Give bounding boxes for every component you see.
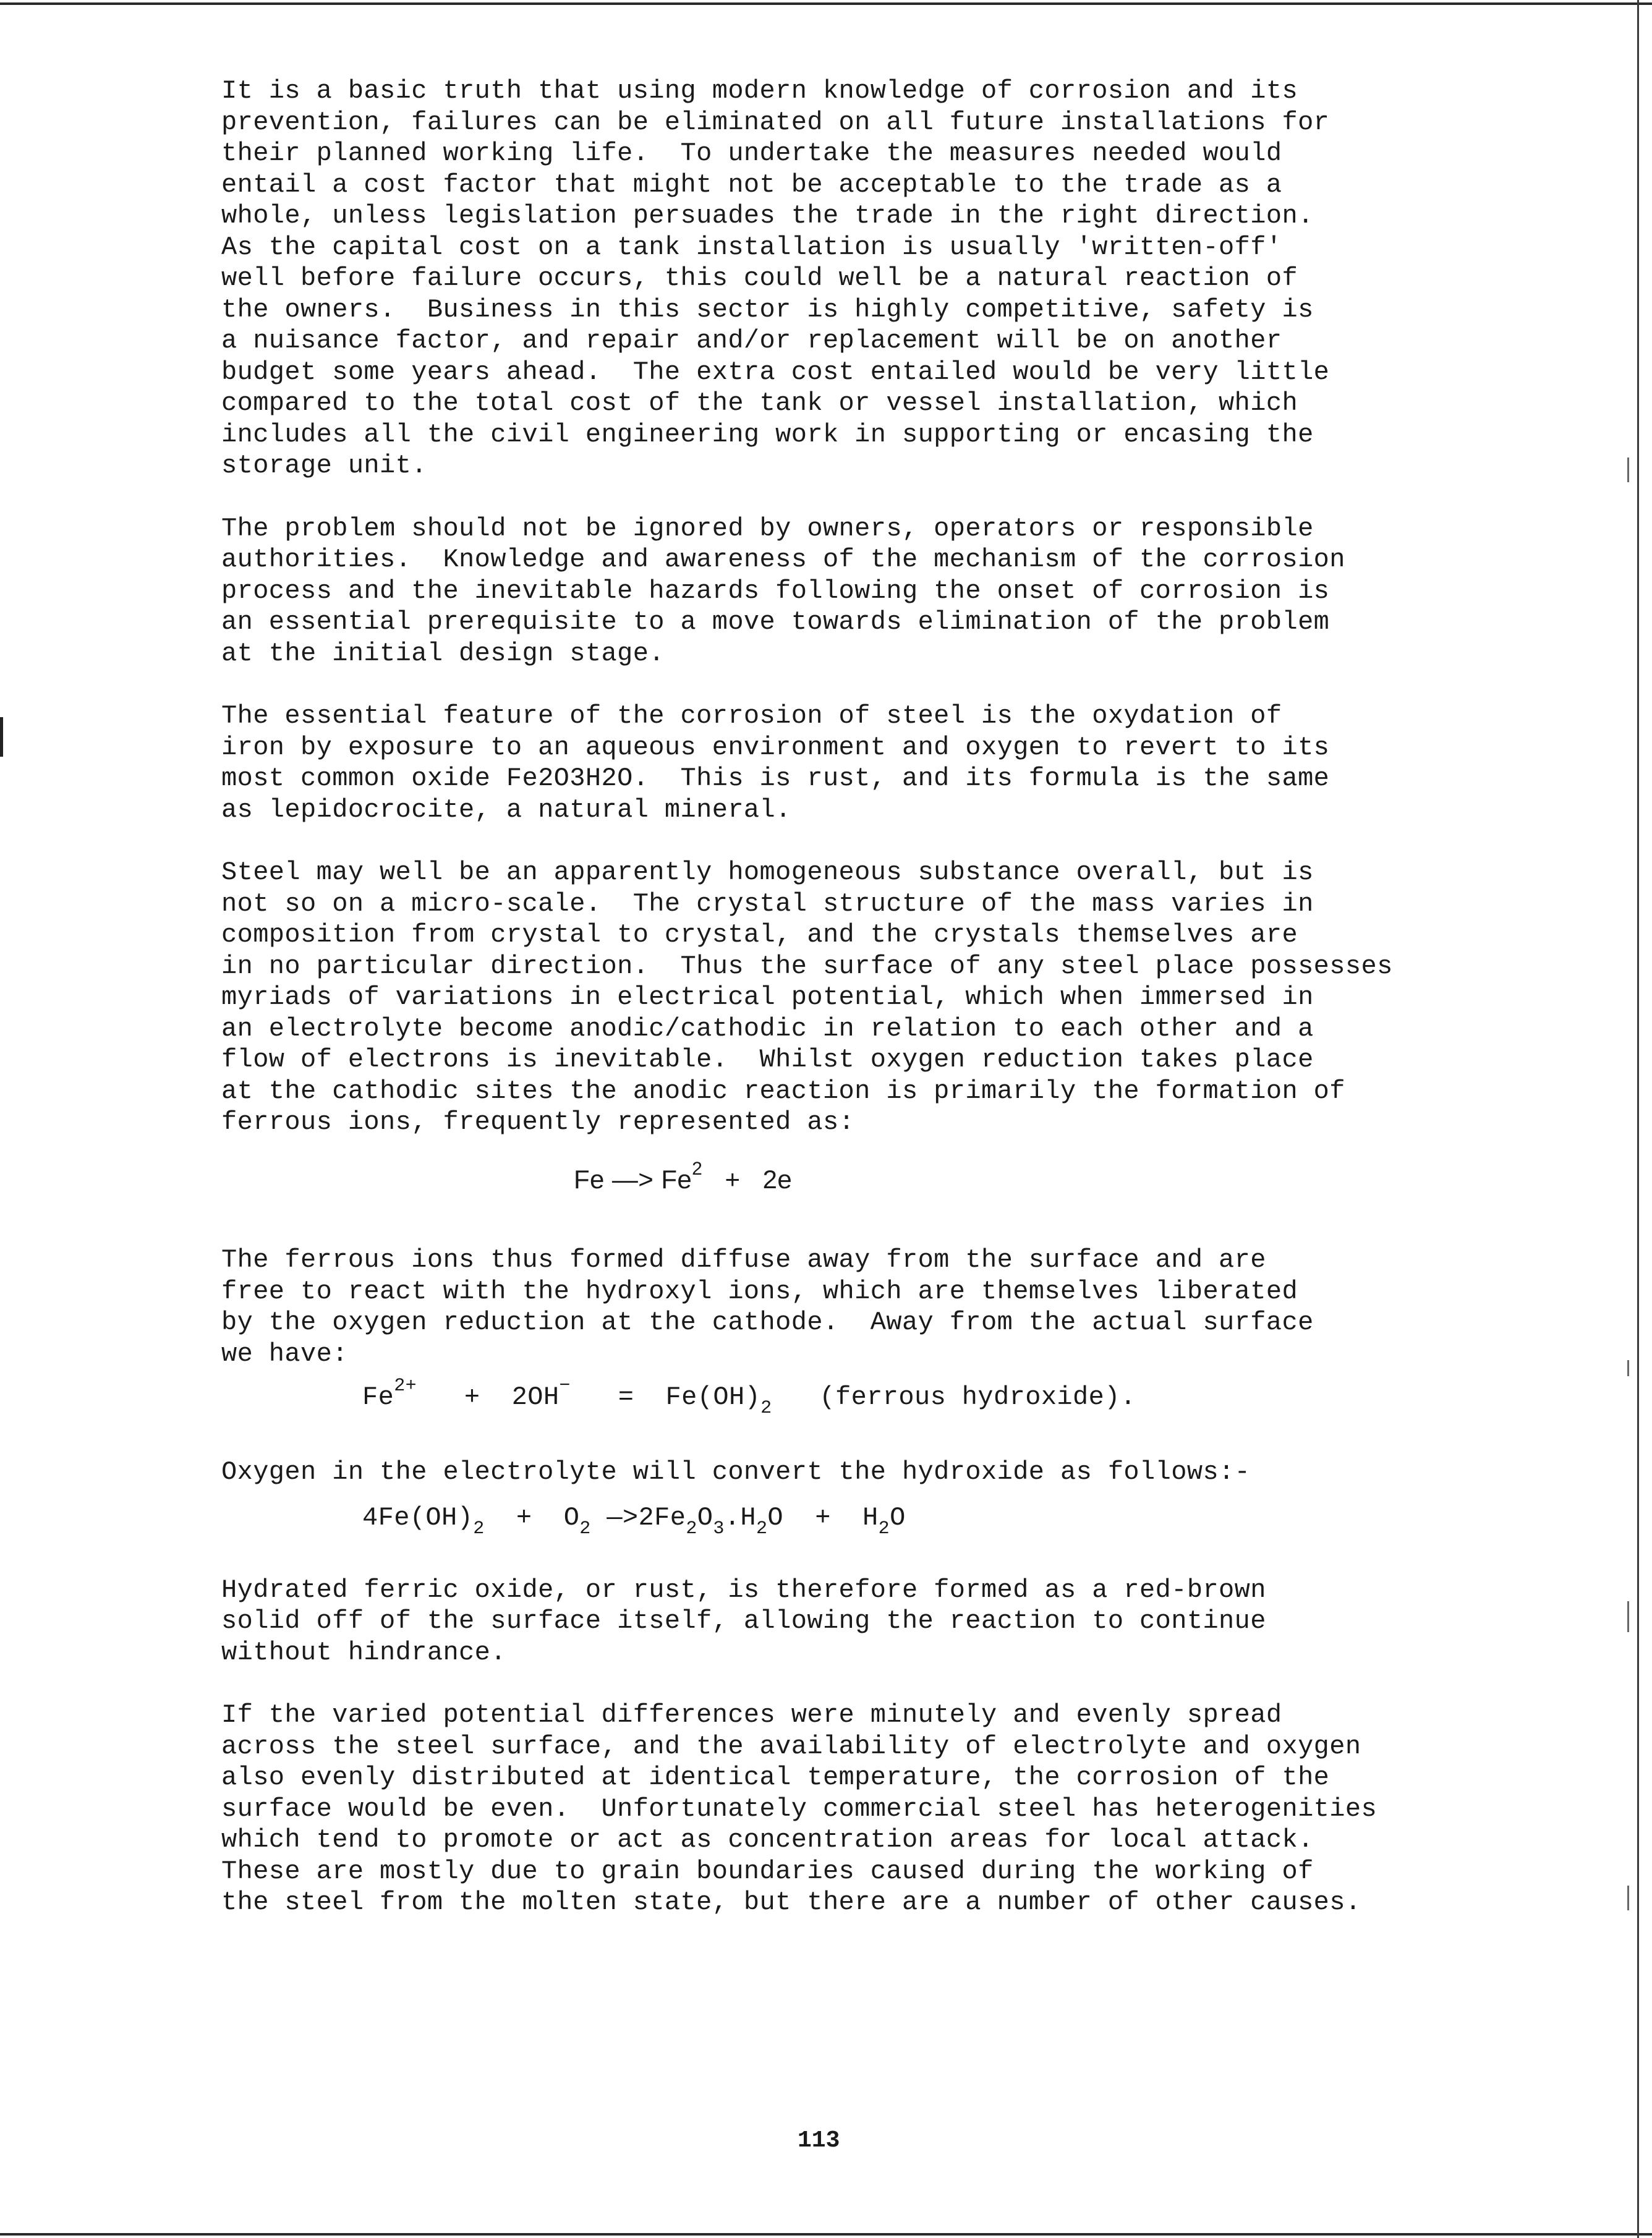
eq1-plus: + — [725, 1164, 741, 1194]
eq3-oxygen: O — [563, 1503, 580, 1533]
eq2-product: Fe(OH) — [665, 1382, 761, 1412]
eq3-plus-second: + — [815, 1503, 831, 1533]
eq2-ion-charge: 2+ — [394, 1376, 417, 1397]
equation-iron-oxidation — [574, 1158, 1396, 1196]
scan-artifact — [1627, 1886, 1629, 1910]
eq3-water-subscript: 2 — [878, 1518, 890, 1539]
paragraph-problem-awareness: The problem should not be ignored by owners, operators or responsible authorities. Knowledge and awareness of the mechanism of the corrosion process and the inevitable hazards following the onset of corrosion is an essential prerequisite to a move towards elimination of the problem at the initial design stage. — [221, 513, 1345, 668]
scan-edge-right — [1637, 0, 1639, 2238]
eq1-ion-charge: 2 — [692, 1158, 703, 1179]
eq2-ion: Fe — [362, 1382, 394, 1412]
eq2-product-subscript: 2 — [760, 1398, 772, 1419]
eq3-product-iron: 2Fe — [638, 1503, 686, 1533]
scan-artifact — [1627, 1360, 1629, 1376]
eq3-product-hydrogen: .H — [724, 1503, 756, 1533]
body-text — [221, 75, 1396, 1950]
eq3-product-oxygen: O — [697, 1503, 713, 1533]
eq1-iron: Fe — [574, 1164, 605, 1194]
page-number: 113 — [798, 2127, 840, 2154]
eq3-product-oxygen-subscript: 3 — [713, 1518, 725, 1539]
scan-artifact — [1627, 1601, 1629, 1632]
eq2-hydroxyl: 2OH — [511, 1382, 560, 1412]
scan-artifact — [1627, 457, 1629, 482]
paragraph-steel-microscale: Steel may well be an apparently homogeneous substance overall, but is not so on a micro-scale. The crystal structure of the mass varies in composition from crystal to crystal, and the crystals themselves are in no particular direction. Thus the surface of any steel place possesses myriads of variations in electrical potential, which when immersed in an electrolyte become anodic/cathodic in relation to each other and a flow of electrons is inevitable. Whilst oxygen reduction takes place at the cathodic sites the anodic reaction is primarily the formation of ferrous ions, frequently represented as: — [221, 857, 1393, 1137]
scan-edge-top — [0, 2, 1652, 5]
equation-ferrous-hydroxide — [362, 1376, 1396, 1419]
eq1-arrow: —> — [611, 1164, 654, 1194]
scan-edge-bottom — [0, 2233, 1652, 2236]
eq1-electrons: 2e — [762, 1164, 793, 1194]
eq2-equals: = — [618, 1382, 634, 1412]
paragraph-potential-differences: If the varied potential differences were minutely and evenly spread across the steel surface, and the availability of electrolyte and oxygen also evenly distributed at identical temperature, the corrosion of the surface would be even. Unfortunately commercial steel has heterogenities which tend to promote or act as concentration areas for local attack. These are mostly due to grain boundaries caused during the working of the steel from the molten state, but there are a number of other causes. — [221, 1700, 1377, 1917]
paragraph-oxygen-convert: Oxygen in the electrolyte will convert the hydroxide as follows:- — [221, 1457, 1251, 1487]
eq3-arrow: —> — [607, 1503, 639, 1533]
eq3-product-oxygen-end: O — [767, 1503, 783, 1533]
paragraph-ferrous-ions: The ferrous ions thus formed diffuse away from the surface and are free to react with the hydroxyl ions, which are themselves liberated by the oxygen reduction at the cathode. Away from the actual surface we have: — [221, 1245, 1314, 1369]
paragraph-essential-feature: The essential feature of the corrosion of steel is the oxydation of iron by exposure to an aqueous environment and oxygen to revert to its most common oxide Fe2O3H2O. This is rust, and its formula is the same as lepidocrocite, a natural mineral. — [221, 701, 1330, 825]
paragraph-cost-factor: It is a basic truth that using modern knowledge of corrosion and its prevention, failures can be eliminated on all future installations for their planned working life. To undertake the measures needed would entail a cost factor that might not be acceptable to the trade as a whole, unless legislation persuades the trade in the right direction. As the capital cost on a tank installation is usually 'written-off' well before failure occurs, this could well be a natural reaction of the owners. Business in this sector is highly competitive, safety is a nuisance factor, and repair and/or replacement will be on another budget some years ahead. The extra cost entailed would be very little compared to the total cost of the tank or vessel installation, which includes all the civil engineering work in supporting or encasing the storage unit. — [221, 76, 1330, 480]
eq3-reactant: 4Fe(OH) — [362, 1503, 474, 1533]
paragraph-hydrated-ferric-oxide: Hydrated ferric oxide, or rust, is therefore formed as a red-brown solid off of the surface itself, allowing the reaction to continue without hindrance. — [221, 1575, 1266, 1667]
eq1-ion: Fe — [661, 1164, 692, 1194]
eq3-product-iron-subscript: 2 — [686, 1518, 697, 1539]
eq3-reactant-subscript: 2 — [473, 1518, 485, 1539]
eq3-oxygen-subscript: 2 — [579, 1518, 591, 1539]
equation-ferric-oxide — [362, 1502, 1396, 1539]
eq3-water: H — [862, 1503, 879, 1533]
eq2-hydroxyl-charge: − — [559, 1376, 571, 1397]
eq3-plus: + — [516, 1503, 532, 1533]
eq3-product-hydrogen-subscript: 2 — [756, 1518, 768, 1539]
eq2-plus: + — [464, 1382, 480, 1412]
eq2-note: (ferrous hydroxide). — [819, 1382, 1136, 1412]
eq3-water-end: O — [890, 1503, 906, 1533]
scan-edge-left-mark — [0, 717, 3, 757]
